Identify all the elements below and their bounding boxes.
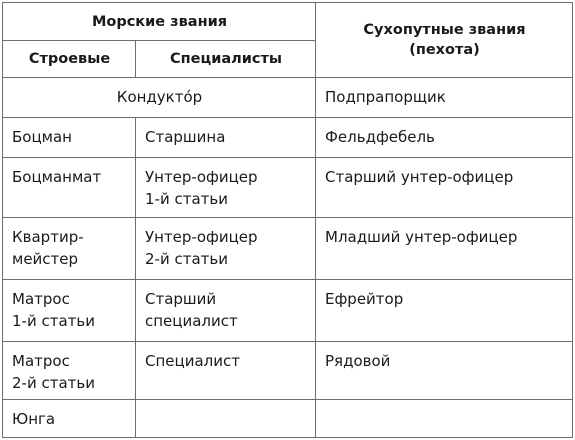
specialist-rank-text: 1-й статьи <box>145 190 228 208</box>
army-rank-cell: Младший унтер-офицер <box>316 218 573 280</box>
line-rank-cell <box>3 280 136 342</box>
line-rank-text: 2-й статьи <box>12 374 95 392</box>
specialist-rank-text: Специалист <box>145 352 240 370</box>
line-rank-text: мейстер <box>12 250 79 268</box>
line-rank-cell <box>3 218 136 280</box>
line-rank-text: Боцманмат <box>12 168 102 186</box>
header-army-ranks-line1: Сухопутные звания <box>363 22 526 38</box>
header-naval-ranks: Морские звания <box>3 3 316 41</box>
army-rank-cell: Рядовой <box>316 342 573 400</box>
table-row <box>3 280 573 342</box>
ranks-comparison-table <box>2 2 573 438</box>
specialist-rank-text: специалист <box>145 312 238 330</box>
line-rank-text: Матрос <box>12 290 70 308</box>
specialist-rank-text: Унтер-офицер <box>145 228 258 246</box>
table-row <box>3 118 573 158</box>
line-rank-text: Квартир- <box>12 228 84 246</box>
army-rank-cell: Подпрапорщик <box>316 78 573 118</box>
header-army-ranks-line2: (пехота) <box>409 42 480 58</box>
specialist-rank-cell <box>136 218 316 280</box>
specialist-rank-cell <box>136 400 316 438</box>
header-specialists: Специалисты <box>136 41 316 78</box>
specialist-rank-text: 2-й статьи <box>145 250 228 268</box>
line-rank-text: Юнга <box>12 410 56 428</box>
table-row <box>3 400 573 438</box>
table-row <box>3 342 573 400</box>
line-rank-cell <box>3 400 136 438</box>
specialist-rank-text: Старшина <box>145 128 226 146</box>
specialist-rank-text: Старший <box>145 290 217 308</box>
table-row <box>3 78 573 118</box>
specialist-rank-cell <box>136 118 316 158</box>
specialist-rank-text: Унтер-офицер <box>145 168 258 186</box>
army-rank-cell: Старший унтер-офицер <box>316 158 573 218</box>
specialist-rank-cell <box>136 280 316 342</box>
header-line-ranks: Строевые <box>3 41 136 78</box>
table-row <box>3 158 573 218</box>
army-rank-cell: Ефрейтор <box>316 280 573 342</box>
header-row-1 <box>3 3 573 41</box>
line-rank-text: Боцман <box>12 128 72 146</box>
table-row <box>3 218 573 280</box>
army-rank-cell <box>316 400 573 438</box>
line-rank-cell <box>3 118 136 158</box>
specialist-rank-cell <box>136 158 316 218</box>
merged-rank-cell: Кондуктóр <box>3 78 316 118</box>
header-army-ranks <box>316 3 573 78</box>
line-rank-cell <box>3 158 136 218</box>
line-rank-text: Матрос <box>12 352 70 370</box>
army-rank-cell: Фельдфебель <box>316 118 573 158</box>
line-rank-cell <box>3 342 136 400</box>
specialist-rank-cell <box>136 342 316 400</box>
line-rank-text: 1-й статьи <box>12 312 95 330</box>
